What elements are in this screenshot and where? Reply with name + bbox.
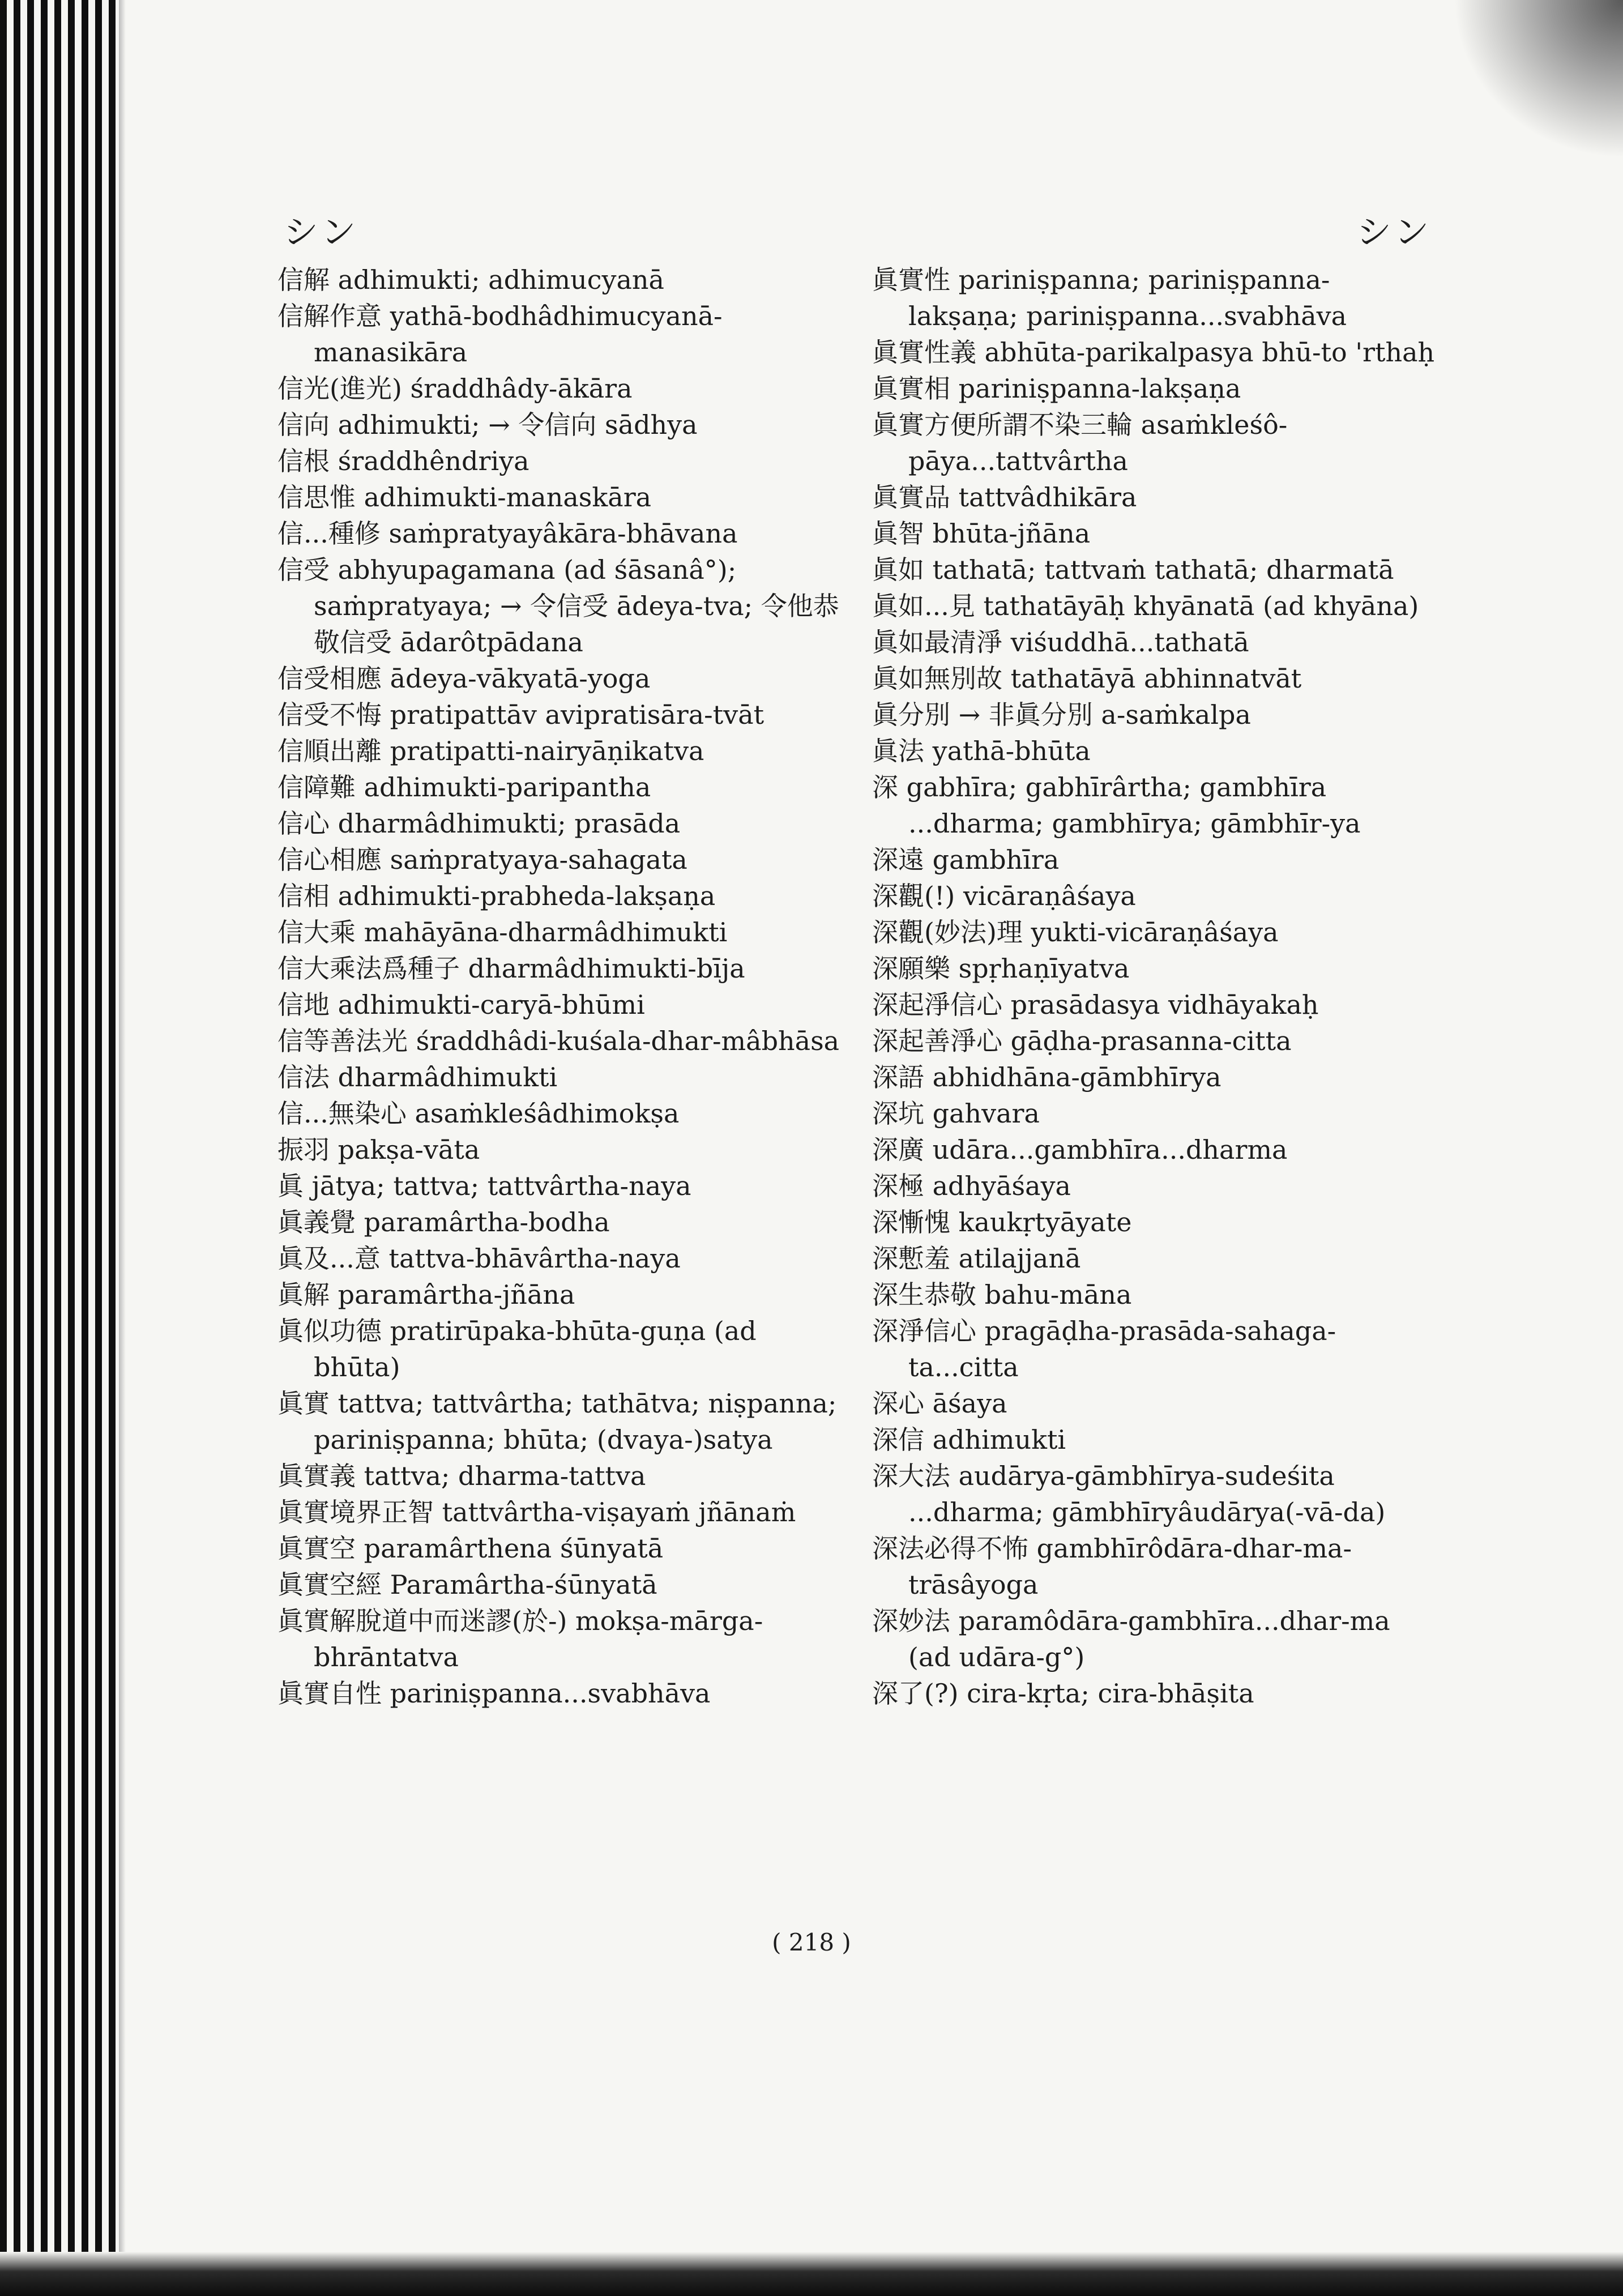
- dictionary-entry: 信障難 adhimukti-paripantha: [277, 772, 651, 803]
- dictionary-entry: 信地 adhimukti-caryā-bhūmi: [277, 989, 645, 1020]
- dictionary-entry: 信解 adhimukti; adhimucyanā: [277, 264, 664, 295]
- dictionary-entry: 深慙羞 atilajjanā: [872, 1243, 1081, 1274]
- dictionary-entry: 眞實境界正智 tattvârtha-viṣayaṁ jñānaṁ: [277, 1497, 796, 1527]
- dictionary-entry: 眞如 tathatā; tattvaṁ tathatā; dharmatā: [872, 554, 1394, 585]
- dictionary-entry: 眞 jātya; tattva; tattvârtha-naya: [277, 1171, 691, 1201]
- dictionary-entry: 深心 āśaya: [872, 1388, 1007, 1419]
- dictionary-entry: 信...無染心 asaṁkleśâdhimokṣa: [277, 1098, 680, 1129]
- dictionary-entry: 信相 adhimukti-prabheda-lakṣaṇa: [277, 881, 716, 911]
- dictionary-entry: 深妙法 paramôdāra-gambhīra...dhar-ma (ad udāra-g°): [872, 1606, 1390, 1672]
- running-head-left: シン: [283, 211, 360, 253]
- bottom-shadow: [0, 2252, 1623, 2296]
- dictionary-entry: 眞似功德 pratirūpaka-bhūta-guṇa (ad bhūta): [277, 1316, 757, 1382]
- dictionary-entry: 深起善淨心 gāḍha-prasanna-citta: [872, 1026, 1292, 1056]
- dictionary-entry: 信受相應 ādeya-vākyatā-yoga: [277, 663, 651, 694]
- dictionary-entry: 眞實空經 Paramârtha-śūnyatā: [277, 1569, 657, 1600]
- dictionary-entry: 眞及...意 tattva-bhāvârtha-naya: [277, 1243, 681, 1274]
- dictionary-entry: 深起淨信心 prasādasya vidhāyakaḥ: [872, 989, 1319, 1020]
- dictionary-entry: 深觀(妙法)理 yukti-vicāraṇâśaya: [872, 917, 1279, 948]
- dictionary-entry: 深信 adhimukti: [872, 1424, 1066, 1455]
- dictionary-entry: 眞如...見 tathatāyāḥ khyānatā (ad khyāna): [872, 591, 1419, 621]
- dictionary-entry: 眞法 yathā-bhūta: [872, 736, 1091, 766]
- dictionary-entry: 深生恭敬 bahu-māna: [872, 1279, 1132, 1310]
- dictionary-entry: 信根 śraddhêndriya: [277, 446, 529, 476]
- dictionary-entry: 深廣 udāra...gambhīra...dharma: [872, 1134, 1288, 1165]
- dictionary-entry: 信大乘法爲種子 dharmâdhimukti-bīja: [277, 953, 745, 984]
- dictionary-entry: 信解作意 yathā-bodhâdhimucyanā-manasikāra: [277, 301, 723, 368]
- dictionary-entry: 信大乘 mahāyāna-dharmâdhimukti: [277, 917, 728, 948]
- running-head-right: シン: [1356, 211, 1433, 253]
- dictionary-entry: 深極 adhyāśaya: [872, 1171, 1071, 1201]
- dictionary-entry: 信思惟 adhimukti-manaskāra: [277, 482, 652, 513]
- dictionary-entry: 深慚愧 kaukṛtyāyate: [872, 1207, 1132, 1237]
- dictionary-entry: 深法必得不怖 gambhīrôdāra-dhar-ma-trāsâyoga: [872, 1533, 1352, 1600]
- dictionary-entry: 眞實解脫道中而迷謬(於-) mokṣa-mārga-bhrāntatva: [277, 1606, 763, 1672]
- dictionary-entry: 眞義覺 paramârtha-bodha: [277, 1207, 610, 1237]
- dictionary-entry: 信順出離 pratipatti-nairyāṇikatva: [277, 736, 704, 766]
- dictionary-entry: 信受 abhyupagamana (ad śāsanâ°); saṁpratyaya; → 令信受 ādeya-tva; 令他恭敬信受 ādarôtpādana: [277, 554, 839, 658]
- dictionary-entry: 信受不悔 pratipattāv avipratisāra-tvāt: [277, 699, 764, 730]
- dictionary-entry: 深語 abhidhāna-gāmbhīrya: [872, 1062, 1221, 1092]
- dictionary-entry: 深願樂 spṛhaṇīyatva: [872, 953, 1130, 984]
- dictionary-entry: 眞實空 paramârthena śūnyatā: [277, 1533, 664, 1564]
- dictionary-entry: 深大法 audārya-gāmbhīrya-sudeśita ...dharma; gāmbhīryâudārya(-vā-da): [872, 1461, 1386, 1527]
- dictionary-entry: 眞實義 tattva; dharma-tattva: [277, 1461, 646, 1491]
- dictionary-entry: 深坑 gahvara: [872, 1098, 1040, 1129]
- dictionary-entry: 深淨信心 pragāḍha-prasāda-sahaga-ta...citta: [872, 1316, 1336, 1382]
- dictionary-entry: 深 gabhīra; gabhīrârtha; gambhīra ...dharma; gambhīrya; gāmbhīr-ya: [872, 772, 1361, 839]
- dictionary-entry: 信光(進光) śraddhâdy-ākāra: [277, 373, 633, 404]
- dictionary-entry: 眞實方便所謂不染三輪 asaṁkleśô-pāya...tattvârtha: [872, 409, 1288, 476]
- dictionary-entry: 信...種修 saṁpratyayâkāra-bhāvana: [277, 518, 738, 549]
- dictionary-entry: 眞如無別故 tathatāyā abhinnatvāt: [872, 663, 1302, 694]
- dictionary-entry: 眞智 bhūta-jñāna: [872, 518, 1091, 549]
- dictionary-entry: 眞解 paramârtha-jñāna: [277, 1279, 575, 1310]
- corner-shadow: [1453, 0, 1623, 159]
- dictionary-entry: 信心相應 saṁpratyaya-sahagata: [277, 844, 687, 875]
- dictionary-entry: 眞如最清淨 viśuddhā...tathatā: [872, 627, 1249, 658]
- dictionary-entry: 振羽 pakṣa-vāta: [277, 1134, 480, 1165]
- dictionary-entry: 眞實品 tattvâdhikāra: [872, 482, 1137, 513]
- dictionary-entry: 信向 adhimukti; → 令信向 sādhya: [277, 409, 698, 440]
- dictionary-entry: 深了(?) cira-kṛta; cira-bhāṣita: [872, 1678, 1254, 1709]
- dictionary-entry: 深遠 gambhīra: [872, 844, 1060, 875]
- dictionary-entry: 信等善法光 śraddhâdi-kuśala-dhar-mâbhāsa: [277, 1026, 840, 1056]
- dictionary-entry: 眞實性 pariniṣpanna; pariniṣpanna-lakṣaṇa; pariniṣpanna...svabhāva: [872, 264, 1347, 331]
- left-column: [277, 262, 844, 1712]
- dictionary-entry: 眞分別 → 非眞分別 a-saṁkalpa: [872, 699, 1251, 730]
- dictionary-entry: 深觀(!) vicāraṇâśaya: [872, 881, 1136, 911]
- dictionary-entry: 眞實 tattva; tattvârtha; tathātva; niṣpanna; pariniṣpanna; bhūta; (dvaya-)satya: [277, 1388, 837, 1455]
- dictionary-entry: 信心 dharmâdhimukti; prasāda: [277, 808, 681, 839]
- dictionary-entry: 眞實自性 pariniṣpanna...svabhāva: [277, 1678, 711, 1709]
- dictionary-entry: 眞實性義 abhūta-parikalpasya bhū-to 'rthaḥ: [872, 337, 1435, 368]
- right-column: [872, 262, 1438, 1712]
- page-number: ( 218 ): [772, 1928, 851, 1956]
- dictionary-entry: 眞實相 pariniṣpanna-lakṣaṇa: [872, 373, 1241, 404]
- dictionary-entry: 信法 dharmâdhimukti: [277, 1062, 558, 1092]
